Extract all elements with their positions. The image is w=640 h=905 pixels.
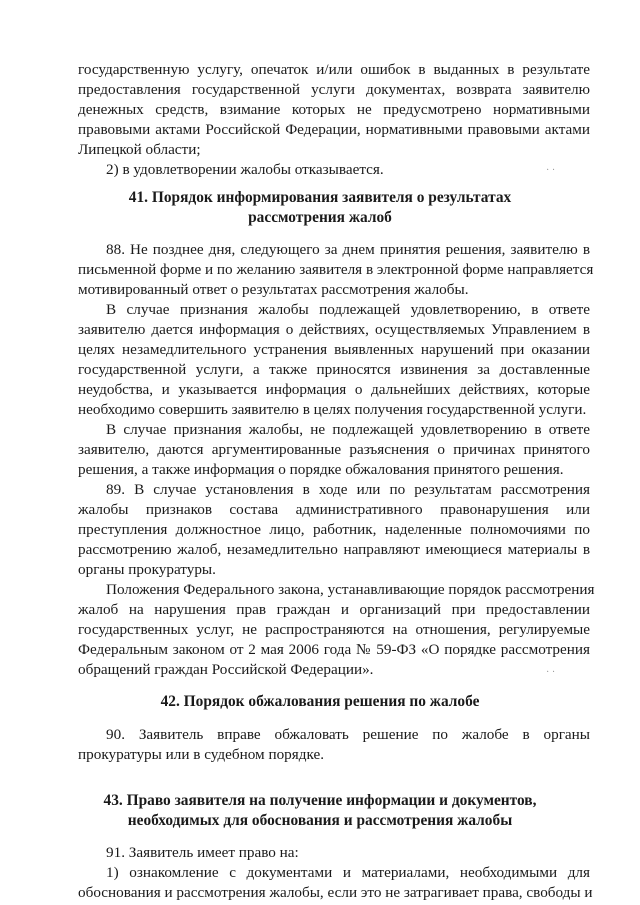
section-heading-41: 41. Порядок информирования заявителя о результатах (128, 189, 512, 206)
text-line: В случае признания жалобы подлежащей удовлетворению, в ответе (106, 301, 590, 318)
text-line: жалобы признаков состава административного правонарушения или (78, 501, 590, 518)
text-line: предоставления государственной услуги документах, возврата заявителю (78, 81, 590, 98)
scan-speck: · · (546, 667, 556, 678)
scan-speck: · · (546, 165, 556, 176)
text-line: государственных услуг, не распространяются на отношения, регулируемые (78, 621, 590, 638)
text-line: государственной услуги, а также приносятся извинения за доставленные (78, 361, 590, 378)
text-line: решения, а также информация о порядке обжалования принятого решения. (78, 461, 564, 478)
text-line: Положения Федерального закона, устанавливающие порядок рассмотрения (106, 581, 595, 598)
list-item: 2) в удовлетворении жалобы отказывается. (106, 161, 384, 178)
text-line: правовыми актами Российской Федерации, нормативными правовыми актами (78, 121, 590, 138)
text-line: Липецкой области; (78, 141, 201, 158)
text-line: обоснования и рассмотрения жалобы, если это не затрагивает права, свободы и (78, 884, 593, 901)
section-heading-41: рассмотрения жалоб (248, 209, 392, 226)
text-line: государственную услугу, опечаток и/или ошибок в выданных в результате (78, 61, 590, 78)
text-line: преступления должностное лицо, работник, наделенные полномочиями по (78, 521, 590, 538)
text-line: прокуратуры или в судебном порядке. (78, 746, 325, 763)
section-heading-43: необходимых для обоснования и рассмотрения жалобы (127, 812, 513, 829)
text-line: письменной форме и по желанию заявителя в электронной форме направляется (78, 261, 594, 278)
text-line: 1) ознакомление с документами и материалами, необходимыми для (106, 864, 590, 881)
text-line: заявителю дается информация о действиях, осуществляемых Управлением в (78, 321, 590, 338)
text-line: 88. Не позднее дня, следующего за днем принятия решения, заявителю в (106, 241, 590, 258)
text-line: необходимо совершить заявителю в целях получения государственной услуги. (78, 401, 587, 418)
text-line: 89. В случае установления в ходе или по результатам рассмотрения (106, 481, 590, 498)
text-line: мотивированный ответ о результатах рассмотрения жалобы. (78, 281, 469, 298)
text-line: органы прокуратуры. (78, 561, 216, 578)
text-line: 90. Заявитель вправе обжаловать решение по жалобе в органы (106, 726, 590, 743)
text-line: денежных средств, взимание которых не предусмотрено нормативными (78, 101, 590, 118)
text-line: Федеральным законом от 2 мая 2006 года № 59-ФЗ «О порядке рассмотрения (78, 641, 590, 658)
text-line: В случае признания жалобы, не подлежащей удовлетворению в ответе (106, 421, 590, 438)
text-line: 91. Заявитель имеет право на: (106, 844, 299, 861)
text-line: неудобства, и указывается информация о дальнейших действиях, которые (78, 381, 590, 398)
text-line: обращений граждан Российской Федерации». (78, 661, 374, 678)
text-line: целях незамедлительного устранения выявленных нарушений при оказании (78, 341, 590, 358)
text-line: рассмотрению жалоб, незамедлительно направляют имеющиеся материалы в (78, 541, 590, 558)
text-line: жалоб на нарушения прав граждан и организаций при предоставлении (78, 601, 590, 618)
section-heading-43: 43. Право заявителя на получение информации и документов, (103, 792, 537, 809)
text-line: заявителю, даются аргументированные разъяснения о причинах принятого (78, 441, 590, 458)
section-heading-42: 42. Порядок обжалования решения по жалобе (160, 693, 480, 710)
